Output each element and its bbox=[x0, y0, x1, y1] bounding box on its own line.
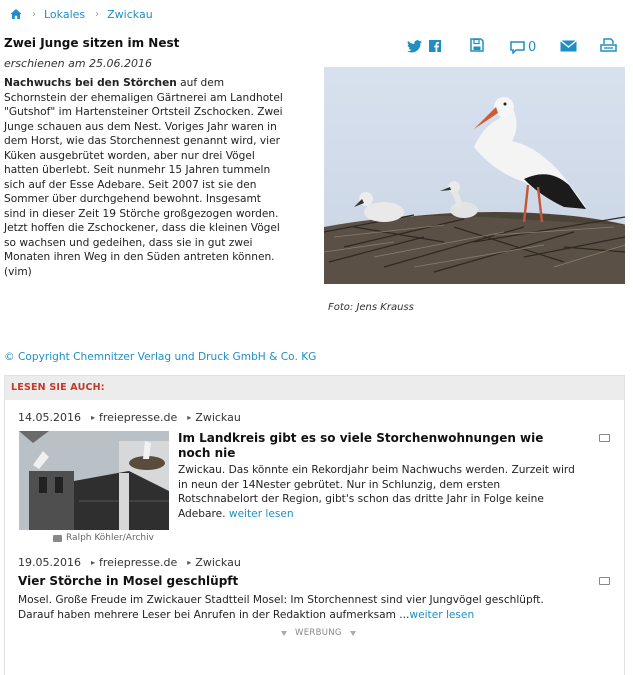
comments-button[interactable] bbox=[510, 40, 536, 55]
article-line: sich auf der Esse Adebare. Seit 2007 ist sie den bbox=[4, 178, 257, 191]
article-line: Küken ausgebrütet worden, aber nur drei Vögel bbox=[4, 149, 255, 162]
chevron-right-icon: › bbox=[32, 8, 36, 20]
article-line: dem Horst, wie das Storchennest genannt wird, vier bbox=[4, 135, 280, 147]
article-line: hatten überlebt. Seit nunmehr 15 Jahren tummeln bbox=[4, 164, 271, 176]
share-toolbar bbox=[405, 39, 627, 57]
breadcrumb bbox=[10, 6, 153, 22]
related-title-link[interactable]: Vier Störche in Mosel geschlüpft bbox=[18, 574, 239, 588]
mail-icon bbox=[560, 40, 577, 52]
copyright-link[interactable]: © Copyright Chemnitzer Verlag und Druck GmbH & Co. KG bbox=[4, 351, 317, 363]
comment-icon bbox=[510, 41, 525, 54]
teaser-line: in neun der 14Nester gebrütet. Nur in Schlunzig, dem ersten bbox=[178, 478, 501, 491]
facebook-icon bbox=[429, 40, 441, 52]
article-line: so wachsen und gedeihen, dass sie in gut zwei bbox=[4, 236, 253, 249]
related-meta bbox=[18, 411, 241, 424]
related-teaser bbox=[178, 463, 575, 521]
read-more-link[interactable]: weiter lesen bbox=[409, 608, 475, 621]
related-header: LESEN SIE AUCH: bbox=[5, 376, 624, 400]
twitter-share-button[interactable] bbox=[407, 40, 422, 53]
page-title: Zwei Junge sitzen im Nest bbox=[4, 36, 180, 50]
print-icon bbox=[600, 38, 617, 53]
related-source[interactable]: freiepresse.de bbox=[99, 556, 178, 569]
related-date: 19.05.2016 bbox=[18, 556, 81, 569]
related-articles bbox=[4, 375, 625, 675]
related-title-line: noch nie bbox=[178, 446, 236, 460]
related-thumbnail[interactable] bbox=[19, 431, 169, 530]
article-line: (vim) bbox=[4, 265, 32, 278]
related-source[interactable]: freiepresse.de bbox=[99, 411, 178, 424]
comment-icon[interactable] bbox=[599, 434, 610, 442]
image-credit bbox=[53, 533, 154, 543]
comment-count: 0 bbox=[528, 40, 537, 55]
print-button[interactable] bbox=[600, 38, 617, 53]
triangle-down-icon bbox=[350, 631, 356, 636]
twitter-icon bbox=[407, 40, 422, 53]
article-line: Sommer über durchgehend bewohnt. Insgesamt bbox=[4, 193, 261, 205]
teaser-line: Adebare. bbox=[178, 507, 226, 520]
image-credit-text: Ralph Köhler/Archiv bbox=[66, 533, 154, 543]
triangle-down-icon bbox=[281, 631, 287, 636]
ad-label-text: WERBUNG bbox=[295, 628, 342, 638]
article-lead: Nachwuchs bei den Störchen bbox=[4, 77, 177, 89]
teaser-line: Darauf haben mehrere Leser bei Anrufen in der Redaktion aufmerksam ... bbox=[18, 608, 410, 621]
facebook-share-button[interactable] bbox=[429, 40, 441, 52]
read-more-link[interactable]: weiter lesen bbox=[228, 507, 294, 520]
save-icon bbox=[470, 38, 484, 52]
article-line: Junge schauen aus dem Nest. Voriges Jahr waren in bbox=[4, 120, 277, 133]
breadcrumb-lokales[interactable]: Lokales bbox=[44, 7, 86, 21]
publish-date: erschienen am 25.06.2016 bbox=[4, 57, 153, 70]
home-icon[interactable] bbox=[10, 8, 22, 20]
article-lead-tail: auf dem bbox=[176, 77, 225, 89]
article-line: Schornstein der ehemaligen Gärtnerei am Landhotel bbox=[4, 91, 283, 104]
email-share-button[interactable] bbox=[560, 40, 577, 52]
save-button[interactable] bbox=[470, 38, 484, 52]
related-date: 14.05.2016 bbox=[18, 411, 81, 424]
chevron-right-icon: › bbox=[95, 8, 100, 20]
comment-icon[interactable] bbox=[599, 577, 610, 585]
photo-caption: Foto: Jens Krauss bbox=[328, 302, 414, 313]
teaser-line: Rotschnabelort der Region, gibt's schon das dritte Jahr in Folge keine bbox=[178, 493, 544, 505]
breadcrumb-zwickau[interactable]: Zwickau bbox=[107, 7, 153, 21]
article-line: sind in dieser Zeit 19 Störche großgezogen worden. bbox=[4, 207, 279, 220]
article-body bbox=[4, 76, 316, 279]
related-title-line: Im Landkreis gibt es so viele Storchenwohnungen wie bbox=[178, 431, 544, 445]
article-photo[interactable] bbox=[324, 67, 625, 284]
ad-label bbox=[273, 628, 364, 638]
teaser-line: Zwickau. Das könnte ein Rekordjahr beim Nachwuchs werden. Zurzeit wird bbox=[178, 464, 575, 476]
related-section[interactable]: Zwickau bbox=[195, 411, 241, 424]
related-section[interactable]: Zwickau bbox=[195, 556, 241, 569]
camera-icon bbox=[53, 535, 62, 542]
article-line: Monaten ihren Weg in den Süden antreten können. bbox=[4, 251, 275, 263]
related-meta bbox=[18, 556, 241, 569]
article-line: "Gutshof" im Hartensteiner Ortsteil Zschocken. Zwei bbox=[4, 106, 283, 118]
teaser-line: Mosel. Große Freude im Zwickauer Stadtteil Mosel: Im Storchennest sind vier Jungvögel geschlüpft. bbox=[18, 594, 544, 606]
arrow-right-icon: ▸ bbox=[187, 558, 192, 567]
arrow-right-icon: ▸ bbox=[187, 413, 192, 422]
arrow-right-icon: ▸ bbox=[90, 558, 95, 567]
arrow-right-icon: ▸ bbox=[90, 413, 95, 422]
related-teaser bbox=[18, 593, 544, 622]
related-title-link[interactable] bbox=[178, 431, 543, 461]
article-line: Jetzt hoffen die Zschockener, dass die kleinen Vögel bbox=[4, 222, 280, 234]
